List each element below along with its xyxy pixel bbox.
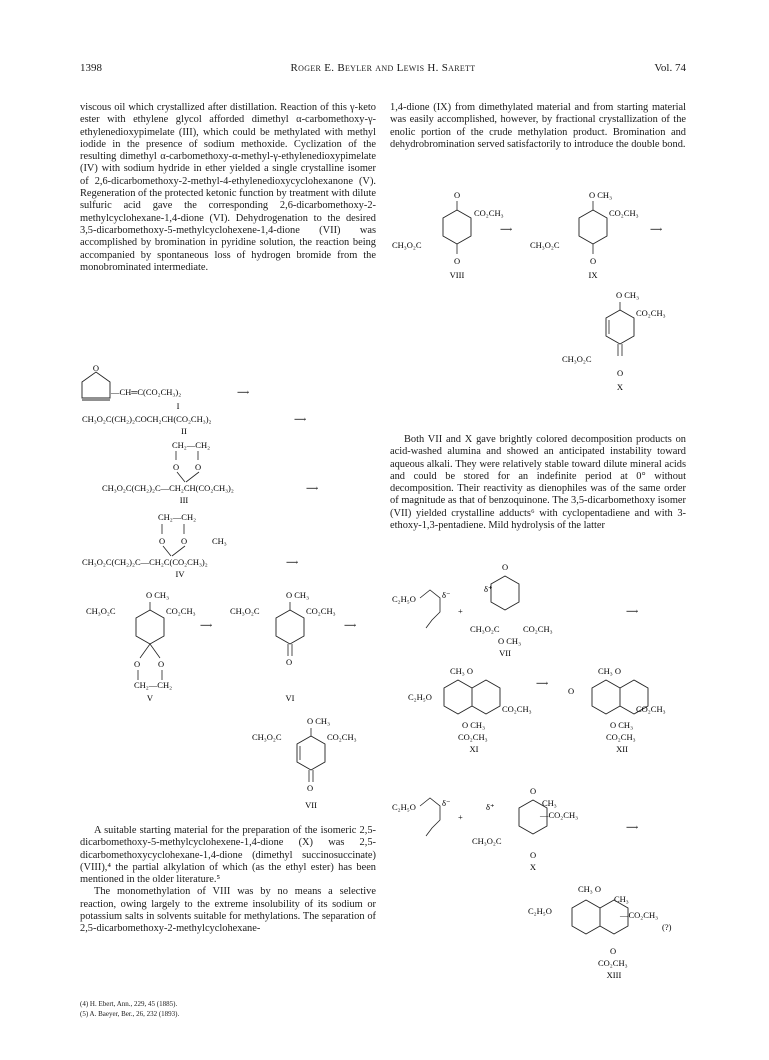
plus-2: + xyxy=(458,812,463,822)
page-number: 1398 xyxy=(80,62,102,74)
V-ketal-oxygen-b: O xyxy=(158,659,165,669)
arrow-IX-X: ⟶ xyxy=(650,224,663,234)
formula-III: CH₃O₂C(CH₂)₂C—CH₂CH(CO₂CH₃)₂ xyxy=(102,483,234,493)
X2-methyl: CH₃ xyxy=(542,798,557,808)
compound-number-XII: XII xyxy=(616,744,628,754)
XIII-ethoxy: C₂H₅O xyxy=(528,906,552,916)
VI-ester-right: CO₂CH₃ xyxy=(306,606,336,616)
synthesis-scheme-left xyxy=(80,362,380,822)
diels-alder-VII xyxy=(392,562,638,658)
XII-ketone-oxygen: O xyxy=(568,686,575,696)
arrow-VIII-IX: ⟶ xyxy=(500,224,513,234)
plus-1: + xyxy=(458,606,463,616)
X2-ester: —CO₂CH₃ xyxy=(540,810,579,820)
compound-number-I: I xyxy=(176,401,180,411)
X-ester-left: CH₃O₂C xyxy=(562,354,592,364)
V-keto-methyl: O CH₃ xyxy=(146,590,170,600)
structure-VIII xyxy=(392,190,512,280)
X2-bottom-oxygen: O xyxy=(530,850,537,860)
structure-XII xyxy=(568,666,666,754)
compound-number-IV: IV xyxy=(175,569,185,579)
left-paragraph-2: A suitable starting material for the preparation of the isomeric 2,5-dicarbomethoxy-5-methylcyclohexene-1,4-dione (X) was 2,5-dicarbomethoxycyclohexane-1,4-dione (dimethyl succinosuccinate) (VIII),⁴ the partial alkylation of which (as the ethyl ester) has been mentioned in the older literature.⁵ xyxy=(80,825,376,886)
compound-number-VII: VII xyxy=(305,800,317,810)
diene-ethoxy-2: C₂H₅O xyxy=(392,802,416,812)
arrow-IV-V: ⟶ xyxy=(286,557,299,567)
IV-oxygen-a: O xyxy=(159,536,166,546)
compound-number-XI: XI xyxy=(469,744,479,754)
XIII-ester-bottom: CO₂CH₃ xyxy=(598,958,628,968)
IX-keto-methyl: O CH₃ xyxy=(589,190,613,200)
XII-ester-bottom: CO₂CH₃ xyxy=(606,732,636,742)
VII-keto-oxygen: O xyxy=(307,783,314,793)
VII-ester-right-2: CO₂CH₃ xyxy=(523,624,553,634)
arrow-X-XIII: ⟶ xyxy=(626,822,639,832)
IX-ester-right: CO₂CH₃ xyxy=(609,208,639,218)
compound-number-XIII: XIII xyxy=(606,970,622,980)
arrow-I-II: ⟶ xyxy=(237,387,250,397)
VIII-bottom-oxygen: O xyxy=(454,256,461,266)
compound-number-III: III xyxy=(179,495,189,505)
XI-methyl-keto: CH₃ O xyxy=(450,666,474,676)
structure-V xyxy=(86,590,212,703)
delta-minus-1: δ⁻ xyxy=(442,590,451,600)
III-oxygen-b: O xyxy=(195,462,202,472)
right-column-middle xyxy=(390,434,686,532)
structure-IV xyxy=(82,512,298,579)
right-paragraph-1: 1,4-dione (IX) from dimethylated material and from starting material was easily accomplished, however, by fractional crystallization of the enolic portion of the crude methylation product. Bromination and dehydrobromination served satisfactorily to introduce the double bond. xyxy=(390,102,686,150)
V-ester-left: CH₃O₂C xyxy=(86,606,116,616)
XI-ester-bottom: CO₂CH₃ xyxy=(458,732,488,742)
formula-I-chain: —CH═C(CO₂CH₃)₂ xyxy=(111,387,182,397)
right-column xyxy=(390,102,686,151)
VII-keto-methyl: O CH₃ xyxy=(307,716,331,726)
XIII-query: (?) xyxy=(662,922,672,932)
footnote-4: (4) H. Ebert, Ann., 229, 45 (1885). xyxy=(80,1000,178,1008)
arrow-XI-XII: ⟶ xyxy=(536,678,549,688)
VII-ester-right: CO₂CH₃ xyxy=(327,732,357,742)
XII-methyl-keto: CH₃ O xyxy=(598,666,622,676)
arrow-VII-XI: ⟶ xyxy=(626,606,639,616)
IX-ester-left: CH₃O₂C xyxy=(530,240,560,250)
delta-plus-1: δ⁺ xyxy=(484,584,493,594)
XIII-methyl-keto: CH₃ O xyxy=(578,884,602,894)
X-bottom-oxygen: O xyxy=(617,368,624,378)
VIII-top-oxygen: O xyxy=(454,190,461,200)
structure-XIII xyxy=(528,884,672,980)
formula-II: CH₃O₂C(CH₂)₂COCH₂CH(CO₂CH₃)₂ xyxy=(82,414,212,424)
XI-keto-methyl: O CH₃ xyxy=(462,720,486,730)
diene-ethoxy: C₂H₅O xyxy=(392,594,416,604)
arrow-III-IV: ⟶ xyxy=(306,483,319,493)
structure-X xyxy=(562,290,666,392)
arrow-II-III: ⟶ xyxy=(294,414,307,424)
IV-oxygen-b: O xyxy=(181,536,188,546)
structure-XI xyxy=(408,666,548,754)
running-header xyxy=(80,62,686,78)
XI-ester-right: CO₂CH₃ xyxy=(502,704,532,714)
synthesis-scheme-right-upper xyxy=(390,188,686,428)
footnote-5: (5) A. Baeyer, Ber., 26, 232 (1893). xyxy=(80,1010,180,1018)
VI-ester-left: CH₃O₂C xyxy=(230,606,260,616)
VI-keto-methyl: O CH₃ xyxy=(286,590,310,600)
IX-bottom-oxygen: O xyxy=(590,256,597,266)
delta-minus-2: δ⁻ xyxy=(442,798,451,808)
structure-I xyxy=(82,363,249,411)
VII-ester-left: CH₃O₂C xyxy=(252,732,282,742)
diels-alder-X xyxy=(392,786,638,872)
structure-VI xyxy=(230,590,356,703)
XII-ester-right: CO₂CH₃ xyxy=(636,704,666,714)
IV-ethylene: CH₂—CH₂ xyxy=(158,512,197,522)
synthesis-scheme-right-lower xyxy=(390,562,686,986)
VIII-ester-right: CO₂CH₃ xyxy=(474,208,504,218)
XIII-methyl: CH₃ xyxy=(614,894,629,904)
compound-number-X-2: X xyxy=(529,862,537,872)
compound-number-VIII: VIII xyxy=(449,270,465,280)
VII-keto-methyl-2: O CH₃ xyxy=(498,636,522,646)
X2-keto-oxygen: O xyxy=(530,786,537,796)
XI-ethoxy: C₂H₅O xyxy=(408,692,432,702)
X-ester-right: CO₂CH₃ xyxy=(636,308,666,318)
VII-keto-oxygen-top: O xyxy=(502,562,509,572)
XII-keto-methyl: O CH₃ xyxy=(610,720,634,730)
running-title-authors: Roger E. Beyler and Lewis H. Sarett xyxy=(290,62,476,74)
compound-number-II: II xyxy=(181,426,187,436)
VI-keto-oxygen: O xyxy=(286,657,293,667)
VIII-ester-left: CH₃O₂C xyxy=(392,240,422,250)
right-paragraph-2: Both VII and X gave brightly colored decomposition products on acid-washed alumina and showed an anticipated instability toward aqueous alkali. They were relatively stable toward dilute mineral acids and could be stored for an indefinite period at 0° without decomposition. Their reactivity as dienophiles was of the same order of magnitude as that of benzoquinone. The 3,5-dicarbomethoxy isomer (VII) yielded crystalline adducts⁶ with cyclopentadiene and with 3-ethoxy-1,3-pentadiene. Mild hydrolysis of the latter xyxy=(390,434,686,532)
structure-III xyxy=(102,440,318,505)
compound-number-VII-2: VII xyxy=(499,648,511,658)
V-ketal-oxygen-a: O xyxy=(134,659,141,669)
formula-IV: CH₃O₂C(CH₂)₂C—CH₂C(CO₂CH₃)₂ xyxy=(82,557,208,567)
compound-number-VI: VI xyxy=(285,693,295,703)
left-paragraph-3: The monomethylation of VIII was by no means a selective reaction, owing largely to the extreme insolubility of its sodium or potassium salts in solvents suitable for methylations. The separation of 2,5-dicarbomethoxy-2-methylcyclohexane- xyxy=(80,886,376,935)
VII-ester-left-2: CH₃O₂C xyxy=(470,624,500,634)
V-ester-right: CO₂CH₃ xyxy=(166,606,196,616)
structure-VII xyxy=(252,716,357,810)
XIII-ester-right: —CO₂CH₃ xyxy=(620,910,659,920)
structure-II xyxy=(82,414,306,436)
III-oxygen-a: O xyxy=(173,462,180,472)
compound-number-IX: IX xyxy=(588,270,598,280)
structure-IX xyxy=(530,190,662,280)
volume-label: Vol. 74 xyxy=(654,62,686,74)
X2-ester-left: CH₃O₂C xyxy=(472,836,502,846)
delta-plus-2: δ⁺ xyxy=(486,802,495,812)
XIII-bottom-oxygen: O xyxy=(610,946,617,956)
left-column-lower xyxy=(80,825,376,936)
III-ethylene: CH₂—CH₂ xyxy=(172,440,211,450)
left-paragraph-1: viscous oil which crystallized after distillation. Reaction of this γ-keto ester with ethylene glycol afforded dimethyl α-carbomethoxy-γ-ethylenedioxypimelate (III), which could be methylated with methyl iodide in the presence of sodium methoxide. Cyclization of the resulting dimethyl α-carbomethoxy-α-methyl-γ-ethylenedioxypimelate (IV) with sodium hydride in ether yielded a single crystalline isomer of 2,6-dicarbomethoxy-2-methyl-4-ethylenedioxycyclohexanone (V). Regeneration of the protected ketonic function by treatment with dilute sulfuric acid gave the corresponding 2,6-dicarbomethoxy-2-methylcyclohexane-1,4-dione (VI). Dehydrogenation to the desired 3,5-dicarbomethoxy-5-methylcyclohexene-1,4-dione (VII) was accomplished by bromination in pyridine solution, the reaction being accompanied by spontaneous loss of hydrogen bromide from the monobrominated intermediate. xyxy=(80,102,376,273)
arrow-V-VI: ⟶ xyxy=(200,620,213,630)
X-keto-methyl: O CH₃ xyxy=(616,290,640,300)
compound-number-X: X xyxy=(616,382,624,392)
arrow-VI-VII: ⟶ xyxy=(344,620,357,630)
IV-methyl: CH₃ xyxy=(212,536,227,546)
V-ethylene: CH₂—CH₂ xyxy=(134,680,173,690)
ring-oxygen: O xyxy=(92,363,100,373)
compound-number-V: V xyxy=(146,693,154,703)
left-column xyxy=(80,102,376,274)
